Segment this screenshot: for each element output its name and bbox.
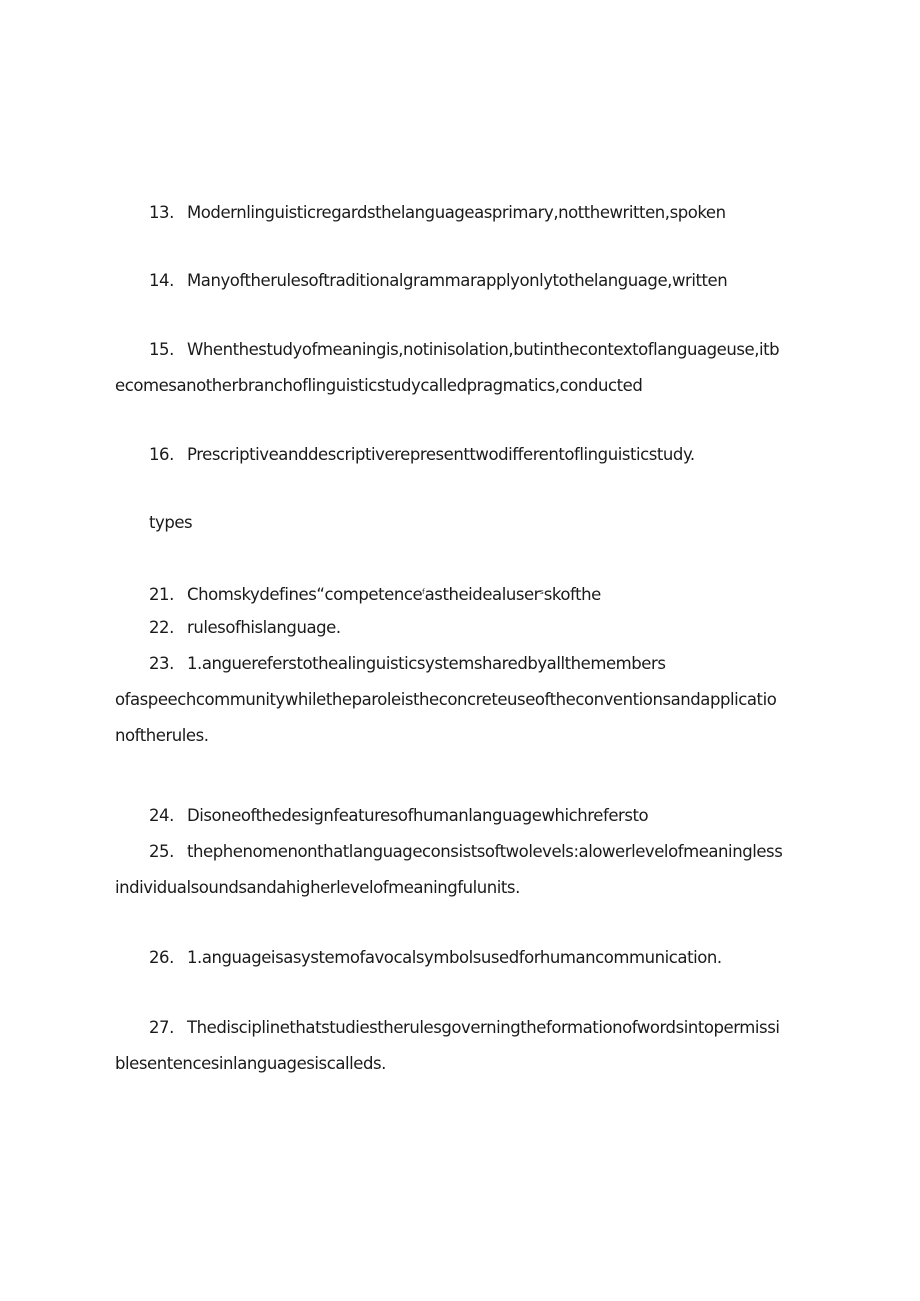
item-14 (149, 263, 815, 299)
stray-mark: s (540, 588, 544, 596)
item-text: Manyoftherulesoftraditionalgrammarapplyonlytothelanguage,written (187, 271, 728, 290)
item-number: 24. (149, 806, 174, 825)
answer-types (149, 505, 815, 541)
item-text: individualsoundsandahigherlevelofmeaningfulunits. (115, 878, 520, 897)
item-25-continuation (115, 870, 815, 906)
item-text: ofaspeechcommunitywhiletheparoleistheconcreteuseoftheconventionsandapplicatio (115, 690, 777, 709)
item-number: 16. (149, 445, 174, 464)
item-number: 14. (149, 271, 174, 290)
item-number: 23. (149, 654, 174, 673)
item-23 (149, 646, 815, 682)
item-text: noftherules. (115, 726, 209, 745)
item-15-continuation (115, 368, 815, 404)
item-text: Whenthestudyofmeaningis,notinisolation,butinthecontextoflanguageuse,itb (187, 340, 780, 359)
item-number: 21. (149, 585, 174, 604)
item-number: 15. (149, 340, 174, 359)
item-text: Disoneofthedesignfeaturesofhumanlanguagewhichrefersto (187, 806, 649, 825)
answer-text: types (149, 513, 193, 532)
item-23-continuation (115, 682, 815, 718)
item-text: ecomesanotherbranchoflinguisticstudycalledpragmatics,conducted (115, 376, 643, 395)
item-27 (149, 1010, 815, 1046)
item-text: Modernlinguisticregardsthelanguageasprimary,notthewritten,spoken (187, 203, 726, 222)
item-text: Prescriptiveanddescriptiverepresenttwodifferentoflinguisticstudy. (187, 445, 695, 464)
item-text: skofthe (543, 585, 601, 604)
stray-mark: f (422, 588, 425, 596)
item-text: thephenomenonthatlanguageconsistsoftwolevels:alowerlevelofmeaningless (187, 842, 783, 861)
item-25 (149, 834, 815, 870)
item-number: 13. (149, 203, 174, 222)
item-number: 22. (149, 618, 174, 637)
item-16 (149, 437, 815, 473)
item-27-continuation (115, 1046, 815, 1082)
item-22 (149, 610, 815, 646)
item-15 (149, 332, 815, 368)
item-24 (149, 798, 815, 834)
item-number: 27. (149, 1018, 174, 1037)
item-text: blesentencesinlanguagesiscalleds. (115, 1054, 386, 1073)
item-13 (149, 195, 815, 231)
item-text: astheidealuser (424, 585, 541, 604)
item-21 (149, 574, 815, 613)
item-23-continuation (115, 718, 815, 754)
item-text: Thedisciplinethatstudiestherulesgoverningtheformationofwordsintopermissi (187, 1018, 780, 1037)
item-text: rulesofhislanguage. (187, 618, 341, 637)
item-26 (149, 940, 815, 976)
item-text: 1.anguageisasystemofavocalsymbolsusedforhumancommunication. (187, 948, 722, 967)
item-number: 26. (149, 948, 174, 967)
item-number: 25. (149, 842, 174, 861)
item-text: 1.anguereferstothealinguisticsystemsharedbyallthemembers (187, 654, 666, 673)
item-text: Chomskydefines“competence (187, 585, 423, 604)
